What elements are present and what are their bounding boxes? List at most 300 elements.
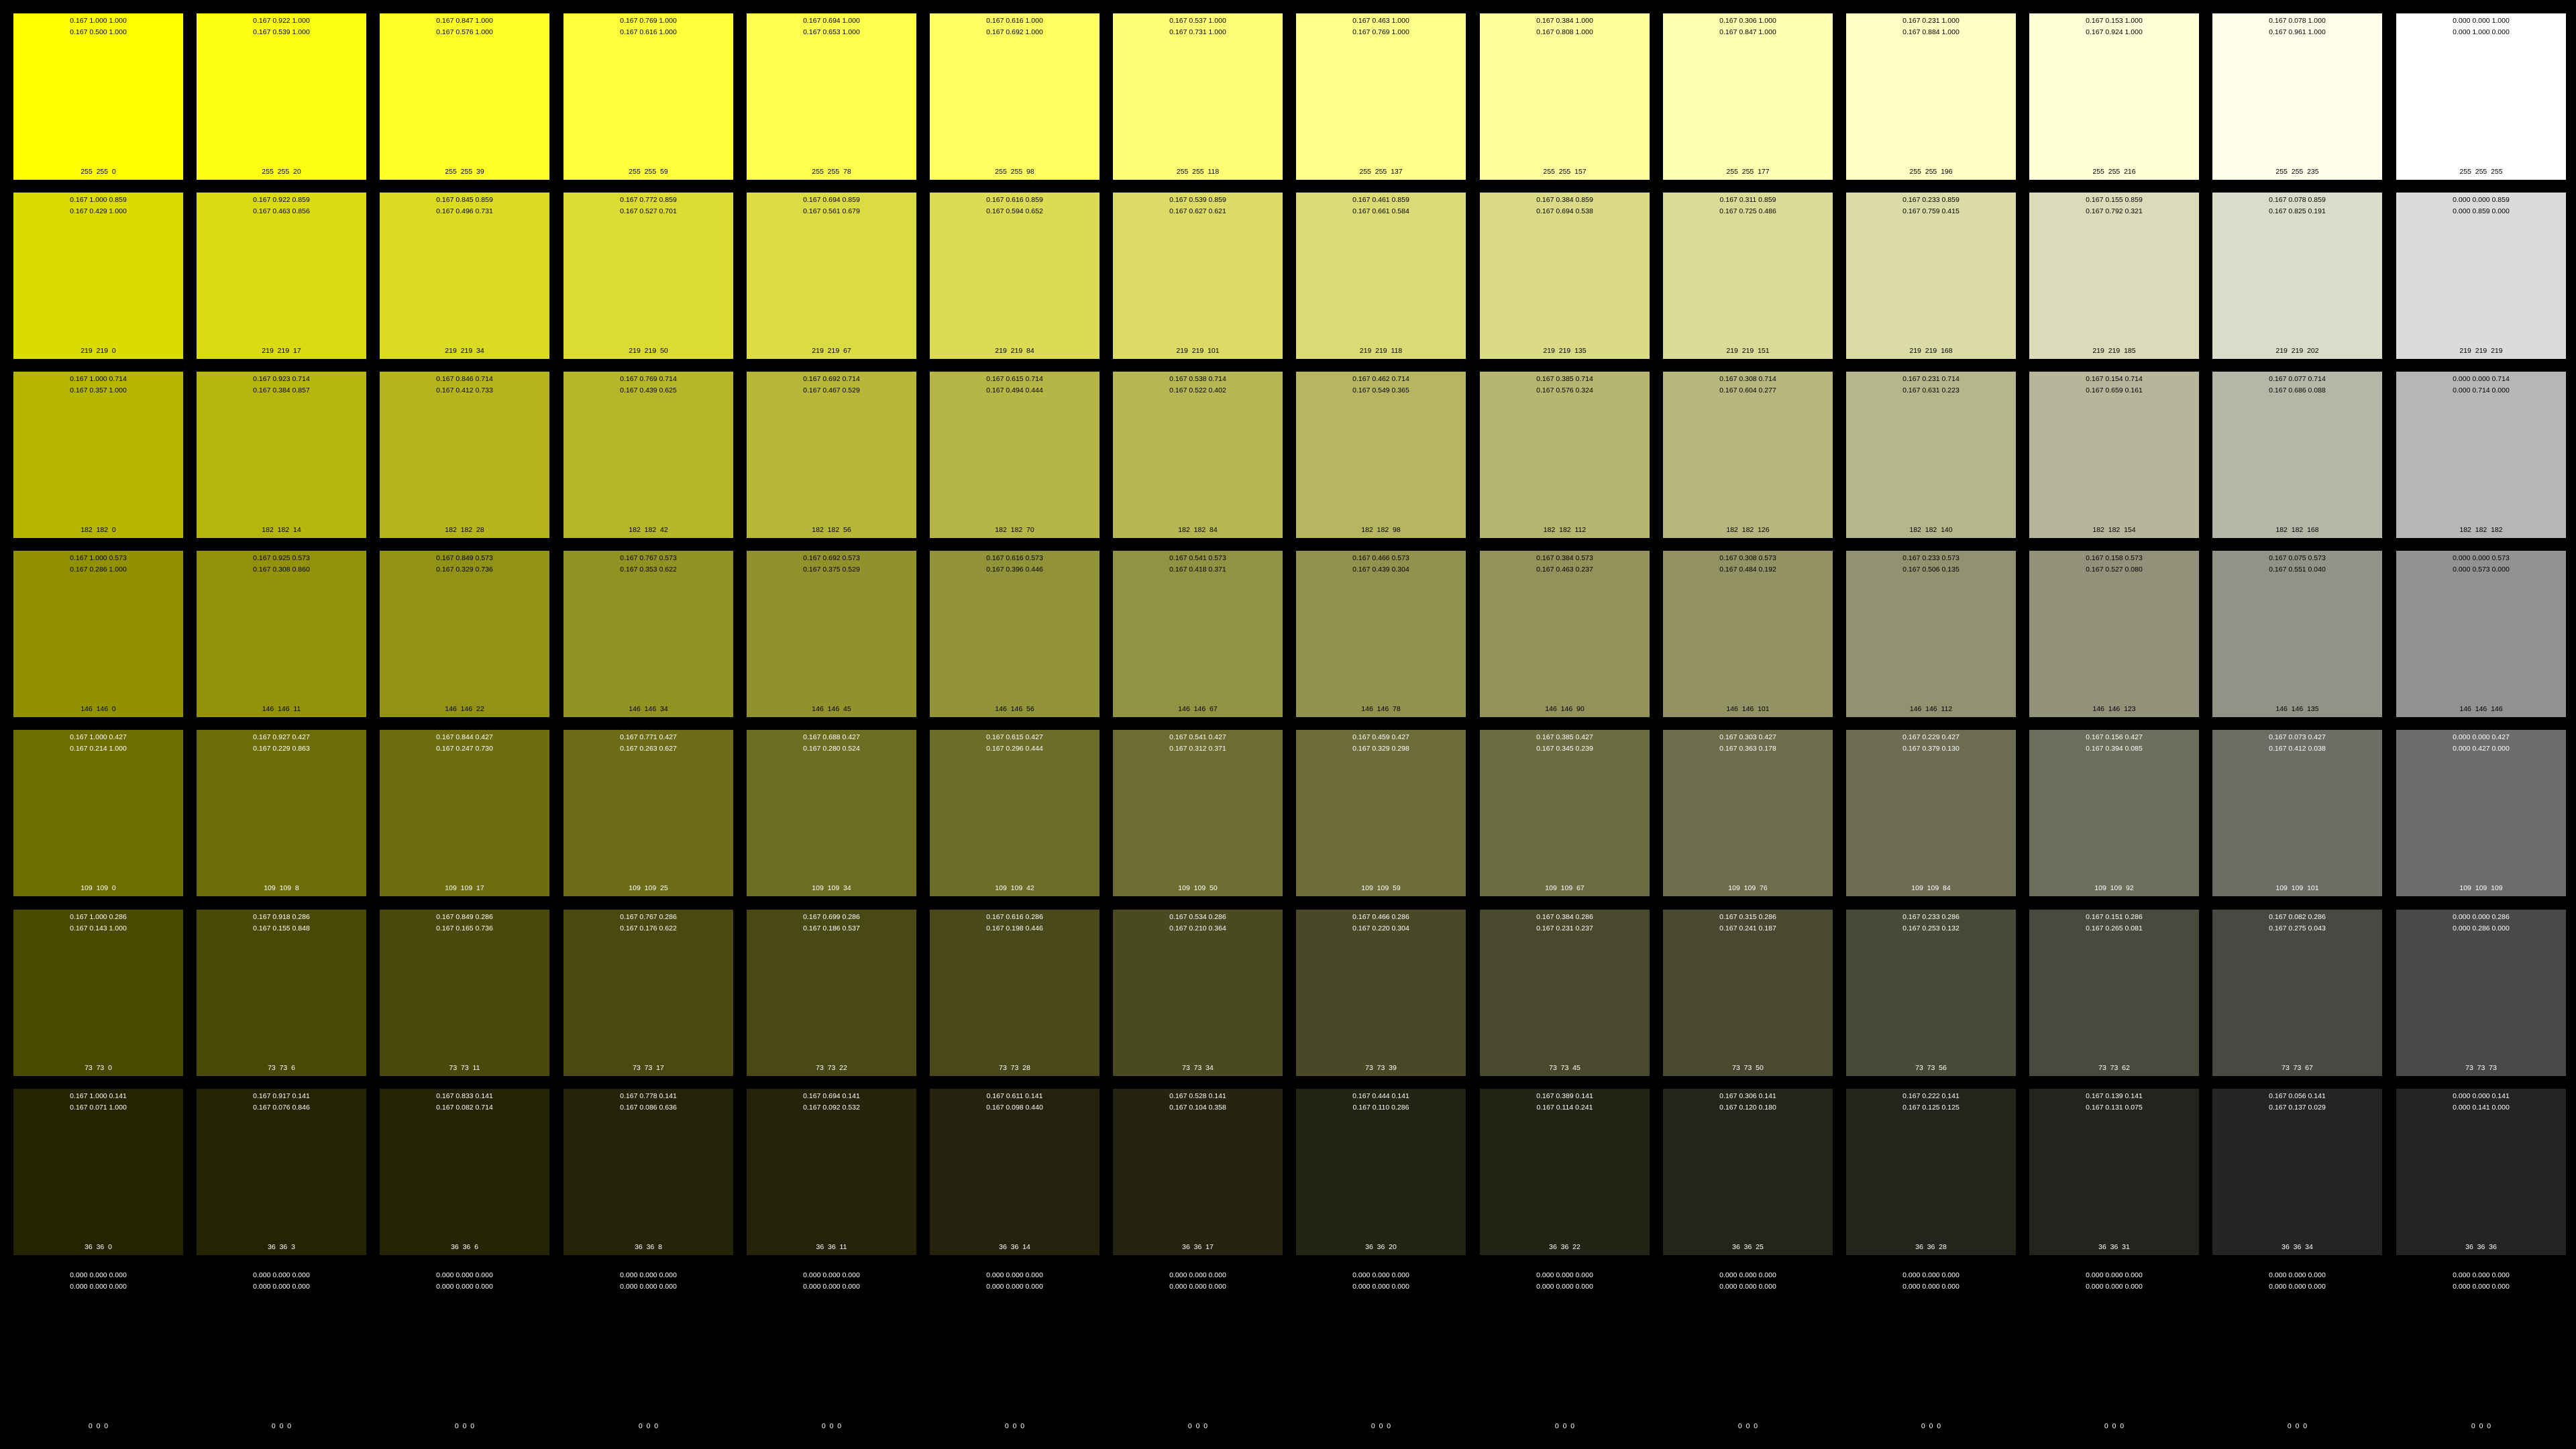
swatch-rgb-label: 182 182 98 [1361,526,1401,534]
swatch-rgb-label: 36 36 34 [2282,1243,2313,1251]
swatch-rgb-label: 0 0 0 [2471,1422,2491,1430]
color-swatch [1846,193,2016,359]
swatch-hsl-label: 0.167 0.792 0.321 [2086,207,2143,215]
color-swatch [1480,1089,1650,1255]
swatch-hsv-label: 0.167 0.384 1.000 [1536,17,1593,25]
swatch-hsl-label: 0.167 0.496 0.731 [436,207,493,215]
swatch-rgb-label: 73 73 39 [1365,1064,1397,1072]
swatch-hsv-label: 0.167 1.000 0.286 [70,913,127,921]
swatch-rgb-label: 255 255 235 [2275,168,2319,176]
swatch-hsl-label: 0.167 0.275 0.043 [2269,924,2326,932]
swatch-hsl-label: 0.000 0.859 0.000 [2453,207,2510,215]
swatch-hsv-label: 0.167 0.699 0.286 [803,913,860,921]
swatch-hsl-label: 0.167 0.616 1.000 [620,28,677,36]
swatch-hsl-label: 0.000 0.141 0.000 [2453,1104,2510,1112]
color-swatch [1480,551,1650,717]
color-swatch [747,13,916,180]
color-swatch [2212,730,2382,896]
swatch-rgb-label: 109 109 67 [1545,884,1585,892]
swatch-hsv-label: 0.000 0.000 0.000 [803,1271,860,1279]
swatch-hsl-label: 0.167 0.539 1.000 [253,28,310,36]
swatch-hsl-label: 0.000 0.000 0.000 [2086,1283,2143,1291]
swatch-rgb-label: 73 73 0 [85,1064,112,1072]
swatch-rgb-label: 36 36 8 [635,1243,662,1251]
swatch-hsv-label: 0.167 0.073 0.427 [2269,733,2326,741]
swatch-hsv-label: 0.167 0.233 0.573 [1902,554,1960,562]
color-swatch [2396,1089,2566,1255]
swatch-hsl-label: 0.167 0.694 0.538 [1536,207,1593,215]
swatch-rgb-label: 255 255 0 [80,168,116,176]
swatch-hsv-label: 0.000 0.000 0.714 [2453,375,2510,383]
swatch-hsv-label: 0.167 1.000 0.573 [70,554,127,562]
color-swatch [13,910,183,1076]
swatch-hsl-label: 0.167 0.120 0.180 [1719,1104,1776,1112]
swatch-hsl-label: 0.167 0.082 0.714 [436,1104,493,1112]
swatch-hsv-label: 0.167 0.077 0.714 [2269,375,2326,383]
swatch-rgb-label: 73 73 28 [999,1064,1030,1072]
swatch-hsl-label: 0.000 0.000 0.000 [2269,1283,2326,1291]
swatch-hsv-label: 0.167 0.615 0.427 [986,733,1043,741]
swatch-rgb-label: 182 182 140 [1909,526,1953,534]
swatch-rgb-label: 182 182 0 [80,526,116,534]
swatch-rgb-label: 255 255 177 [1726,168,1770,176]
swatch-rgb-label: 182 182 154 [2092,526,2136,534]
swatch-hsl-label: 0.167 0.412 0.038 [2269,745,2326,753]
swatch-hsv-label: 0.167 0.384 0.573 [1536,554,1593,562]
swatch-rgb-label: 219 219 151 [1726,347,1770,355]
swatch-hsv-label: 0.167 0.846 0.714 [436,375,493,383]
color-swatch [564,193,733,359]
swatch-hsv-label: 0.167 1.000 0.859 [70,196,127,204]
swatch-hsl-label: 0.167 0.214 1.000 [70,745,127,753]
swatch-rgb-label: 0 0 0 [454,1422,475,1430]
color-swatch [1480,1268,1650,1434]
color-swatch [1296,13,1466,180]
swatch-hsl-label: 0.167 0.884 1.000 [1902,28,1960,36]
color-swatch [930,1268,1099,1434]
swatch-hsv-label: 0.167 0.541 0.573 [1169,554,1226,562]
swatch-hsv-label: 0.167 0.771 0.427 [620,733,677,741]
swatch-rgb-label: 182 182 70 [995,526,1034,534]
swatch-hsv-label: 0.167 0.311 0.859 [1719,196,1776,204]
color-swatch [380,193,549,359]
color-swatch [13,1268,183,1434]
swatch-hsv-label: 0.167 0.154 0.714 [2086,375,2143,383]
swatch-rgb-label: 255 255 39 [445,168,484,176]
swatch-hsl-label: 0.167 0.263 0.627 [620,745,677,753]
swatch-rgb-label: 36 36 31 [2098,1243,2130,1251]
swatch-hsl-label: 0.167 0.594 0.652 [986,207,1043,215]
swatch-hsv-label: 0.167 0.306 1.000 [1719,17,1776,25]
swatch-hsl-label: 0.167 0.604 0.277 [1719,386,1776,394]
swatch-hsv-label: 0.167 0.385 0.714 [1536,375,1593,383]
swatch-hsl-label: 0.167 0.329 0.298 [1352,745,1409,753]
swatch-rgb-label: 0 0 0 [1004,1422,1025,1430]
color-swatch [1846,910,2016,1076]
swatch-rgb-label: 0 0 0 [821,1422,842,1430]
swatch-hsv-label: 0.167 0.389 0.141 [1536,1092,1593,1100]
swatch-hsl-label: 0.167 0.731 1.000 [1169,28,1226,36]
swatch-hsl-label: 0.167 0.198 0.446 [986,924,1043,932]
color-swatch [2212,910,2382,1076]
swatch-hsv-label: 0.167 0.139 0.141 [2086,1092,2143,1100]
swatch-hsv-label: 0.167 0.767 0.286 [620,913,677,921]
color-swatch [564,551,733,717]
swatch-hsl-label: 0.167 0.653 1.000 [803,28,860,36]
swatch-hsv-label: 0.167 0.463 1.000 [1352,17,1409,25]
swatch-hsl-label: 0.000 0.000 0.000 [1902,1283,1960,1291]
swatch-rgb-label: 36 36 11 [816,1243,847,1251]
color-swatch [1296,551,1466,717]
swatch-rgb-label: 146 146 146 [2459,705,2503,713]
swatch-hsv-label: 0.000 0.000 0.000 [2269,1271,2326,1279]
swatch-hsv-label: 0.000 0.000 0.000 [986,1271,1043,1279]
swatch-hsv-label: 0.000 0.000 0.000 [1169,1271,1226,1279]
swatch-hsv-label: 0.000 0.000 0.000 [253,1271,310,1279]
swatch-hsl-label: 0.167 0.549 0.365 [1352,386,1409,394]
swatch-rgb-label: 109 109 59 [1361,884,1401,892]
swatch-hsl-label: 0.167 0.071 1.000 [70,1104,127,1112]
swatch-hsl-label: 0.167 0.463 0.237 [1536,566,1593,574]
swatch-rgb-label: 219 219 17 [262,347,301,355]
swatch-hsl-label: 0.167 0.155 0.848 [253,924,310,932]
swatch-rgb-label: 146 146 11 [262,705,301,713]
swatch-hsl-label: 0.000 0.000 0.000 [1169,1283,1226,1291]
swatch-hsv-label: 0.167 0.917 0.141 [253,1092,310,1100]
swatch-hsl-label: 0.167 0.439 0.304 [1352,566,1409,574]
swatch-hsv-label: 0.167 0.694 1.000 [803,17,860,25]
swatch-rgb-label: 146 146 56 [995,705,1034,713]
color-swatch [1663,13,1833,180]
color-swatch [2396,1268,2566,1434]
color-swatch [747,1268,916,1434]
swatch-rgb-label: 73 73 62 [2098,1064,2130,1072]
color-swatch [197,730,366,896]
color-swatch [2029,1268,2199,1434]
color-swatch [1663,193,1833,359]
swatch-hsl-label: 0.167 0.247 0.730 [436,745,493,753]
color-swatch [380,910,549,1076]
swatch-hsl-label: 0.167 0.253 0.132 [1902,924,1960,932]
swatch-rgb-label: 219 219 219 [2459,347,2503,355]
color-swatch [380,1089,549,1255]
swatch-hsv-label: 0.000 0.000 0.000 [1719,1271,1776,1279]
swatch-hsv-label: 0.167 0.308 0.714 [1719,375,1776,383]
swatch-hsv-label: 0.167 0.444 0.141 [1352,1092,1409,1100]
swatch-rgb-label: 36 36 20 [1365,1243,1397,1251]
swatch-rgb-label: 0 0 0 [1921,1422,1941,1430]
color-swatch [197,910,366,1076]
swatch-hsl-label: 0.167 0.924 1.000 [2086,28,2143,36]
color-swatch [1296,910,1466,1076]
swatch-rgb-label: 182 182 84 [1178,526,1218,534]
swatch-hsl-label: 0.167 0.429 1.000 [70,207,127,215]
color-swatch [1663,1268,1833,1434]
color-swatch [2212,1268,2382,1434]
swatch-rgb-label: 255 255 98 [995,168,1034,176]
swatch-rgb-label: 146 146 45 [812,705,851,713]
color-swatch [1846,1268,2016,1434]
swatch-hsv-label: 0.167 0.315 0.286 [1719,913,1776,921]
swatch-rgb-label: 73 73 34 [1182,1064,1214,1072]
color-swatch [1113,372,1283,538]
swatch-hsl-label: 0.167 0.506 0.135 [1902,566,1960,574]
swatch-hsl-label: 0.167 0.104 0.358 [1169,1104,1226,1112]
swatch-rgb-label: 36 36 22 [1549,1243,1580,1251]
swatch-hsv-label: 0.167 0.615 0.714 [986,375,1043,383]
swatch-hsl-label: 0.167 0.098 0.440 [986,1104,1043,1112]
swatch-rgb-label: 0 0 0 [271,1422,292,1430]
color-swatch [1113,551,1283,717]
swatch-hsl-label: 0.167 0.312 0.371 [1169,745,1226,753]
color-swatch [930,730,1099,896]
swatch-rgb-label: 182 182 56 [812,526,851,534]
color-swatch [380,730,549,896]
color-swatch [380,551,549,717]
swatch-rgb-label: 255 255 255 [2459,168,2503,176]
color-swatch [380,372,549,538]
swatch-hsl-label: 0.167 0.176 0.622 [620,924,677,932]
swatch-hsv-label: 0.167 0.539 0.859 [1169,196,1226,204]
swatch-hsl-label: 0.167 0.576 0.324 [1536,386,1593,394]
swatch-hsl-label: 0.167 0.363 0.178 [1719,745,1776,753]
swatch-hsl-label: 0.167 0.463 0.856 [253,207,310,215]
color-swatch [2212,551,2382,717]
swatch-hsv-label: 0.167 0.778 0.141 [620,1092,677,1100]
swatch-hsl-label: 0.167 0.357 1.000 [70,386,127,394]
swatch-rgb-label: 255 255 157 [1543,168,1587,176]
swatch-hsl-label: 0.167 0.231 0.237 [1536,924,1593,932]
color-swatch [13,1089,183,1255]
color-swatch [930,13,1099,180]
swatch-hsl-label: 0.000 0.000 0.000 [1352,1283,1409,1291]
swatch-rgb-label: 36 36 28 [1915,1243,1947,1251]
color-swatch [747,193,916,359]
swatch-hsl-label: 0.167 0.847 1.000 [1719,28,1776,36]
swatch-hsv-label: 0.167 0.927 0.427 [253,733,310,741]
swatch-rgb-label: 146 146 34 [629,705,668,713]
color-swatch [747,551,916,717]
swatch-hsl-label: 0.167 0.110 0.286 [1352,1104,1409,1112]
color-swatch [1663,551,1833,717]
swatch-hsv-label: 0.167 0.616 0.286 [986,913,1043,921]
color-swatch [1113,1268,1283,1434]
swatch-rgb-label: 146 146 90 [1545,705,1585,713]
swatch-rgb-label: 182 182 42 [629,526,668,534]
color-swatch [197,551,366,717]
swatch-hsv-label: 0.000 0.000 1.000 [2453,17,2510,25]
swatch-rgb-label: 109 109 76 [1728,884,1768,892]
swatch-hsv-label: 0.167 1.000 0.714 [70,375,127,383]
swatch-hsv-label: 0.167 0.534 0.286 [1169,913,1226,921]
color-swatch [1296,1089,1466,1255]
swatch-hsl-label: 0.167 0.280 0.524 [803,745,860,753]
color-swatch [1663,730,1833,896]
swatch-hsl-label: 0.000 0.714 0.000 [2453,386,2510,394]
swatch-hsv-label: 0.000 0.000 0.000 [1536,1271,1593,1279]
swatch-rgb-label: 146 146 78 [1361,705,1401,713]
swatch-rgb-label: 73 73 56 [1915,1064,1947,1072]
color-swatch [1846,372,2016,538]
swatch-rgb-label: 36 36 6 [451,1243,478,1251]
swatch-rgb-label: 219 219 202 [2275,347,2319,355]
color-swatch [197,193,366,359]
swatch-hsl-label: 0.167 0.769 1.000 [1352,28,1409,36]
color-swatch [13,372,183,538]
swatch-rgb-label: 109 109 42 [995,884,1034,892]
color-swatch [2212,193,2382,359]
swatch-hsv-label: 0.167 0.694 0.859 [803,196,860,204]
color-swatch [1113,193,1283,359]
swatch-rgb-label: 219 219 67 [812,347,851,355]
swatch-rgb-label: 109 109 101 [2275,884,2319,892]
color-swatch [2029,13,2199,180]
swatch-hsl-label: 0.167 0.137 0.029 [2269,1104,2326,1112]
swatch-rgb-label: 255 255 196 [1909,168,1953,176]
swatch-hsl-label: 0.000 0.000 0.000 [2453,1283,2510,1291]
color-swatch [2396,910,2566,1076]
swatch-hsv-label: 0.167 0.459 0.427 [1352,733,1409,741]
color-swatch [1846,13,2016,180]
swatch-hsl-label: 0.167 0.631 0.223 [1902,386,1960,394]
color-swatch [930,551,1099,717]
swatch-rgb-label: 182 182 182 [2459,526,2503,534]
color-swatch [13,193,183,359]
color-swatch [747,1089,916,1255]
swatch-hsv-label: 0.167 0.078 1.000 [2269,17,2326,25]
swatch-hsl-label: 0.167 0.210 0.364 [1169,924,1226,932]
color-swatch [197,13,366,180]
swatch-hsv-label: 0.167 0.308 0.573 [1719,554,1776,562]
swatch-hsl-label: 0.167 0.418 0.371 [1169,566,1226,574]
swatch-hsl-label: 0.167 0.527 0.080 [2086,566,2143,574]
color-swatch [1113,730,1283,896]
color-swatch [564,1268,733,1434]
swatch-hsv-label: 0.167 0.303 0.427 [1719,733,1776,741]
swatch-rgb-label: 255 255 59 [629,168,668,176]
color-swatch [1113,1089,1283,1255]
swatch-hsl-label: 0.167 0.522 0.402 [1169,386,1226,394]
color-swatch [1846,551,2016,717]
swatch-hsl-label: 0.000 0.000 0.000 [803,1283,860,1291]
swatch-rgb-label: 219 219 34 [445,347,484,355]
swatch-hsv-label: 0.167 0.845 0.859 [436,196,493,204]
swatch-hsl-label: 0.167 0.353 0.622 [620,566,677,574]
swatch-hsl-label: 0.167 0.759 0.415 [1902,207,1960,215]
color-swatch [2029,372,2199,538]
color-swatch [2212,372,2382,538]
swatch-rgb-label: 73 73 17 [633,1064,664,1072]
color-swatch [564,372,733,538]
swatch-rgb-label: 0 0 0 [1371,1422,1391,1430]
color-swatch [930,372,1099,538]
swatch-hsl-label: 0.000 0.000 0.000 [986,1283,1043,1291]
color-swatch [13,730,183,896]
swatch-hsv-label: 0.167 0.692 0.573 [803,554,860,562]
color-swatch [2029,910,2199,1076]
swatch-hsl-label: 0.167 0.661 0.584 [1352,207,1409,215]
swatch-hsv-label: 0.167 0.462 0.714 [1352,375,1409,383]
swatch-rgb-label: 109 109 25 [629,884,668,892]
swatch-hsv-label: 0.167 0.231 1.000 [1902,17,1960,25]
swatch-hsv-label: 0.000 0.000 0.859 [2453,196,2510,204]
swatch-hsv-label: 0.167 0.528 0.141 [1169,1092,1226,1100]
color-swatch [380,1268,549,1434]
swatch-hsv-label: 0.167 0.229 0.427 [1902,733,1960,741]
swatch-rgb-label: 73 73 11 [449,1064,480,1072]
color-swatch [380,13,549,180]
color-swatch [1296,193,1466,359]
swatch-hsv-label: 0.167 0.772 0.859 [620,196,677,204]
swatch-rgb-label: 73 73 6 [268,1064,295,1072]
swatch-hsl-label: 0.167 0.308 0.860 [253,566,310,574]
swatch-hsl-label: 0.167 0.439 0.625 [620,386,677,394]
swatch-hsl-label: 0.167 0.686 0.088 [2269,386,2326,394]
swatch-hsl-label: 0.000 0.000 0.000 [1536,1283,1593,1291]
color-swatch [747,730,916,896]
swatch-hsl-label: 0.000 0.573 0.000 [2453,566,2510,574]
swatch-rgb-label: 182 182 112 [1543,526,1587,534]
swatch-hsv-label: 0.167 1.000 0.141 [70,1092,127,1100]
swatch-rgb-label: 255 255 118 [1176,168,1220,176]
swatch-hsl-label: 0.167 0.384 0.857 [253,386,310,394]
swatch-hsv-label: 0.167 1.000 0.427 [70,733,127,741]
color-swatch [1663,1089,1833,1255]
swatch-hsl-label: 0.167 0.286 1.000 [70,566,127,574]
swatch-rgb-label: 146 146 112 [1909,705,1953,713]
swatch-rgb-label: 73 73 45 [1549,1064,1580,1072]
swatch-hsl-label: 0.167 0.329 0.736 [436,566,493,574]
swatch-rgb-label: 36 36 0 [85,1243,112,1251]
swatch-hsv-label: 0.167 1.000 1.000 [70,17,127,25]
swatch-hsl-label: 0.167 0.412 0.733 [436,386,493,394]
swatch-rgb-label: 36 36 17 [1182,1243,1214,1251]
swatch-hsv-label: 0.000 0.000 0.000 [2086,1271,2143,1279]
swatch-rgb-label: 73 73 22 [816,1064,847,1072]
swatch-hsl-label: 0.000 0.000 0.000 [436,1283,493,1291]
swatch-rgb-label: 0 0 0 [2287,1422,2308,1430]
swatch-hsl-label: 0.167 0.186 0.537 [803,924,860,932]
color-swatch [2029,1089,2199,1255]
color-swatch [564,1089,733,1255]
color-swatch [197,1268,366,1434]
swatch-hsl-label: 0.000 0.286 0.000 [2453,924,2510,932]
swatch-hsl-label: 0.167 0.576 1.000 [436,28,493,36]
swatch-hsv-label: 0.000 0.000 0.141 [2453,1092,2510,1100]
swatch-hsv-label: 0.167 0.616 0.573 [986,554,1043,562]
swatch-hsv-label: 0.000 0.000 0.000 [1352,1271,1409,1279]
swatch-rgb-label: 0 0 0 [638,1422,659,1430]
swatch-hsl-label: 0.167 0.086 0.636 [620,1104,677,1112]
color-swatch [2212,1089,2382,1255]
swatch-hsl-label: 0.167 0.265 0.081 [2086,924,2143,932]
swatch-rgb-label: 182 182 14 [262,526,301,534]
color-swatch [2029,730,2199,896]
color-swatch [930,193,1099,359]
swatch-rgb-label: 36 36 25 [1732,1243,1764,1251]
swatch-rgb-label: 109 109 92 [2094,884,2134,892]
swatch-rgb-label: 219 219 185 [2092,347,2136,355]
swatch-hsv-label: 0.000 0.000 0.000 [1902,1271,1960,1279]
color-swatch [197,1089,366,1255]
color-swatch [2029,193,2199,359]
swatch-hsv-label: 0.167 0.056 0.141 [2269,1092,2326,1100]
color-swatch [1663,910,1833,1076]
swatch-hsl-label: 0.167 0.076 0.846 [253,1104,310,1112]
swatch-rgb-label: 109 109 0 [80,884,116,892]
swatch-rgb-label: 182 182 126 [1726,526,1770,534]
swatch-rgb-label: 109 109 17 [445,884,484,892]
